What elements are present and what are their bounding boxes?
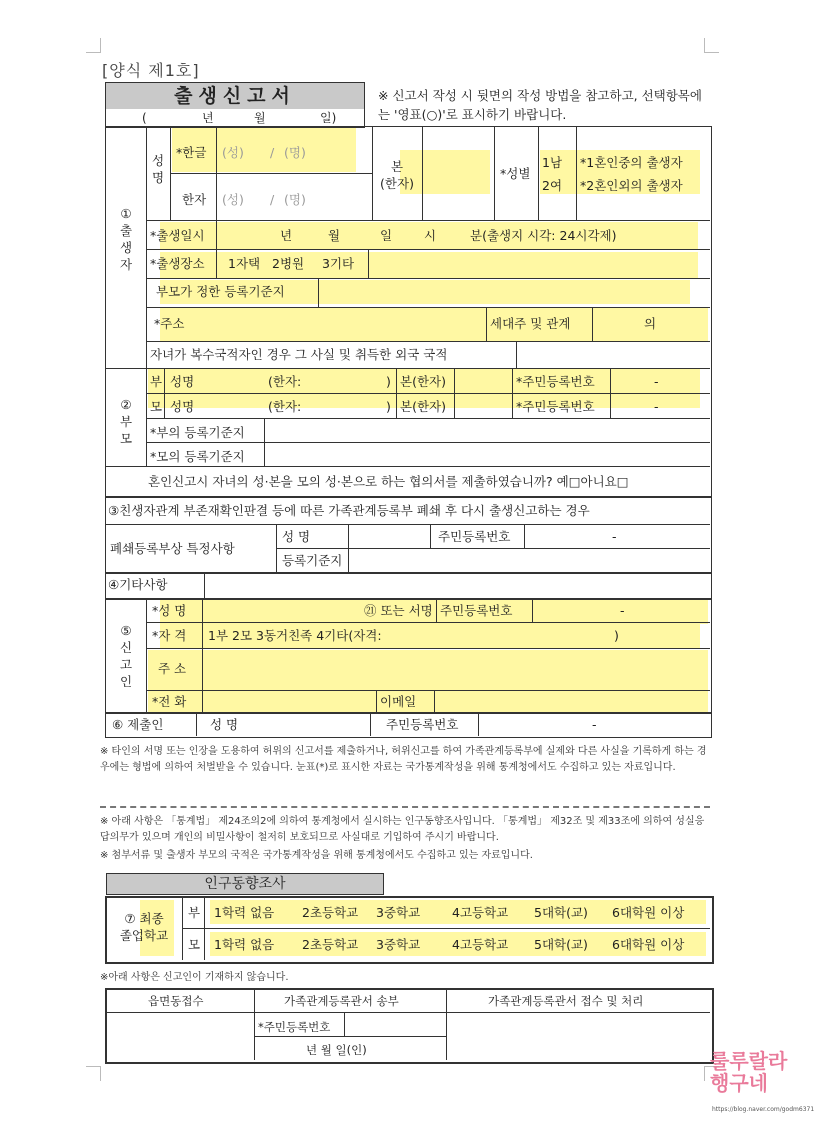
closed-register-label: 폐쇄등록부상 특정사항 (110, 541, 235, 556)
parent-registration-label: 부모가 정한 등록기준지 (156, 284, 285, 299)
corner-mark (86, 1066, 101, 1081)
place-hospital-option[interactable]: 2병원 (272, 256, 305, 271)
section-5-label: ⑤ 신 고 인 (119, 623, 133, 689)
marriage-out-option[interactable]: *2혼인외의 출생자 (580, 178, 683, 193)
qualification-options[interactable]: 1부 2모 3동거친족 4기타(자격: (208, 628, 382, 643)
section-2-label: ② 부 모 (119, 397, 133, 446)
section-1-label: ① 출 생 자 (119, 206, 133, 272)
watermark-url: https://blog.naver.com/godm6371 (712, 1106, 814, 1113)
mother-registration-label: *모의 등록기준지 (150, 449, 245, 464)
bon-label: 본 (한자) (380, 159, 414, 191)
given-name-placeholder: (명) (284, 145, 306, 160)
other-matters-section (105, 572, 712, 600)
email-label: 이메일 (380, 694, 417, 709)
education-label: ⑦ 최종 졸업학교 (119, 911, 169, 943)
father-registration-label: *부의 등록기준지 (150, 425, 245, 440)
sex-label: *성별 (500, 166, 531, 181)
section-6-label: ⑥ 제출인 (112, 717, 164, 732)
section-4-heading: ④기타사항 (108, 577, 168, 592)
form-page: [양식 제1호] 출생신고서 ( 년 월 일) ※ 신고서 작성 시 뒷면의 작성 방법을 참고하고, 선택항목에는 '영표(○)'로 표시하기 바랍니다. ① 출 생 자 성 명 *한글 (성) / (명) 한자 (성) / (명) 본 (한자) *성별 1남 2여 *1혼인중의 출생자 *2혼인외의 출생자 *출생일시 년 월 일 시 분(출생지 시각: 24시각제) *출생장소 1자택 2병원 3기타 부모가 정한 등록기준지 *주소 세대주 및 관계 의 자녀가 복수국적자인 경우 그 사실 및 취득한 외국 국적 ② 부 모 부 성명 (한자: ) 본(한자) *주민등록번호 - 모 성명 (한자: ) 본(한자) *주민등록번호 - *부의 등록기준지 *모의 등록기준지 혼인신고시 자녀의 성·본을 모의 성·본으로 하는 협의서를 제출하였습니까? 예□아니요□ ③친생자관계 부존재확인판결 등에 따른 가족관계등록부 폐쇄 후 다시 출생신고하는 경우 폐쇄등록부상 특정사항 성 명 주민등록번호 - 등록기준지 ④기타사항 ⑤ 신 고 인 *성 명 ㉑ 또는 서명 주민등록번호 - *자 격 1부 2모 3동거친족 4기타(자격: ) 주 소 *전 화 이메일 ⑥ 제출인 성 명 주민등록번호 - ※ 타인의 서명 또는 인장을 도용하여 허위의 신고서를 제출하거나, 허위신고를 하여 가족관계등록부에 실제와 다른 사실을 기록하게 하는 경우에는 형법에 의하여 처벌받을 수 있습니다. 눈표(*)로 표시한 자료는 국가통계작성을 위해 통계청에서도 수집하고 있는 자료입니다. ※ 아래 사항은 「통계법」 제24조의2에 의하여 통계청에서 실시하는 인구동향조사입니다. 「통계법」 제32조 및 제33조에 의하여 성실응답의무가 있으며 개인의 비밀사항이 철저히 보호되므로 사실대로 기입하여 주시기 바랍니다. ※ 첨부서류 및 출생자 부모의 국적은 국가통계작성을 위해 통계청에서도 수집하고 있는 자료입니다. 인구동향조사 ⑦ 최종 졸업학교 부 모 1학력 없음 2초등학교 3중학교 4고등학교 5대학(교) 6대학원 이상 1학력 없음 2초등학교 3중학교 4고등학교 5대학(교) 6대학원 이상 ※아래 사항은 신고인이 기재하지 않습니다. 읍면동접수 가족관계등록관서 송부 가족관계등록관서 접수 및 처리 *주민등록번호 년 월 일(인) 룰루랄라 행구네 https://blog.naver.com/godm6371 (0, 0, 800, 1124)
watermark-logo: 룰루랄라 행구네 (710, 1049, 788, 1095)
address-label: *주소 (154, 316, 185, 331)
section-3-heading: ③친생자관계 부존재확인판결 등에 따른 가족관계등록부 폐쇄 후 다시 출생신고하는 경우 (108, 503, 590, 518)
place-home-option[interactable]: 1자택 (228, 256, 261, 271)
name-label: 성 명 (151, 153, 165, 185)
form-number: [양식 제1호] (102, 61, 200, 80)
instruction-notice: ※ 신고서 작성 시 뒷면의 작성 방법을 참고하고, 선택항목에는 '영표(○)'로 표시하기 바랍니다. (378, 88, 702, 122)
place-other-option[interactable]: 3기타 (322, 256, 355, 271)
surname-placeholder: (성) (222, 145, 244, 160)
birth-time-label: *출생일시 (150, 228, 205, 243)
page-title: 출생신고서 (106, 83, 364, 109)
corner-mark (704, 38, 719, 53)
warning-note: ※ 타인의 서명 또는 인장을 도용하여 허위의 신고서를 제출하거나, 허위신고를 하여 가족관계등록부에 실제와 다른 사실을 기록하게 하는 경우에는 형법에 의하여 처벌받을 수 있습니다. 눈표(*)로 표시한 자료는 국가통계작성을 위해 통계청에서도 수집하고 있는 자료입니다. (100, 746, 707, 773)
title-date: ( 년 월 일) (142, 111, 337, 125)
male-option[interactable]: 1남 (542, 155, 563, 170)
title-box (105, 82, 365, 128)
marriage-in-option[interactable]: *1혼인중의 출생자 (580, 155, 683, 170)
householder-label: 세대주 및 관계 (490, 316, 571, 331)
hanja-label: 한자 (182, 192, 207, 207)
father-label: 부 (150, 374, 163, 389)
surname-agreement-question: 혼인신고시 자녀의 성·본을 모의 성·본으로 하는 협의서를 제출하였습니까? 예□아니요□ (148, 474, 629, 489)
dual-nationality-label: 자녀가 복수국적자인 경우 그 사실 및 취득한 외국 국적 (150, 347, 448, 362)
office-date: 년 월 일(인) (306, 1043, 367, 1057)
female-option[interactable]: 2여 (542, 178, 563, 193)
signature-label: ㉑ 또는 서명 (364, 603, 433, 618)
office-note: ※아래 사항은 신고인이 기재하지 않습니다. (100, 972, 289, 983)
corner-mark (86, 38, 101, 53)
reporter-address-label: 주 소 (158, 661, 187, 676)
survey-title: 인구동향조사 (106, 873, 384, 895)
hangul-label: *한글 (176, 145, 207, 160)
cut-line (100, 806, 710, 808)
birth-place-label: *출생장소 (150, 256, 205, 271)
mother-label: 모 (150, 399, 163, 414)
survey-note: ※ 아래 사항은 「통계법」 제24조의2에 의하여 통계청에서 실시하는 인구동향조사입니다. 「통계법」 제32조 및 제33조에 의하여 성실응답의무가 있으며 개인의 비밀사항이 철저히 보호되므로 사실대로 기입하여 주시기 바랍니다. (100, 816, 705, 843)
highlight (160, 307, 708, 341)
attachment-note: ※ 첨부서류 및 출생자 부모의 국적은 국가통계작성을 위해 통계청에서도 수집하고 있는 자료입니다. (100, 850, 533, 861)
